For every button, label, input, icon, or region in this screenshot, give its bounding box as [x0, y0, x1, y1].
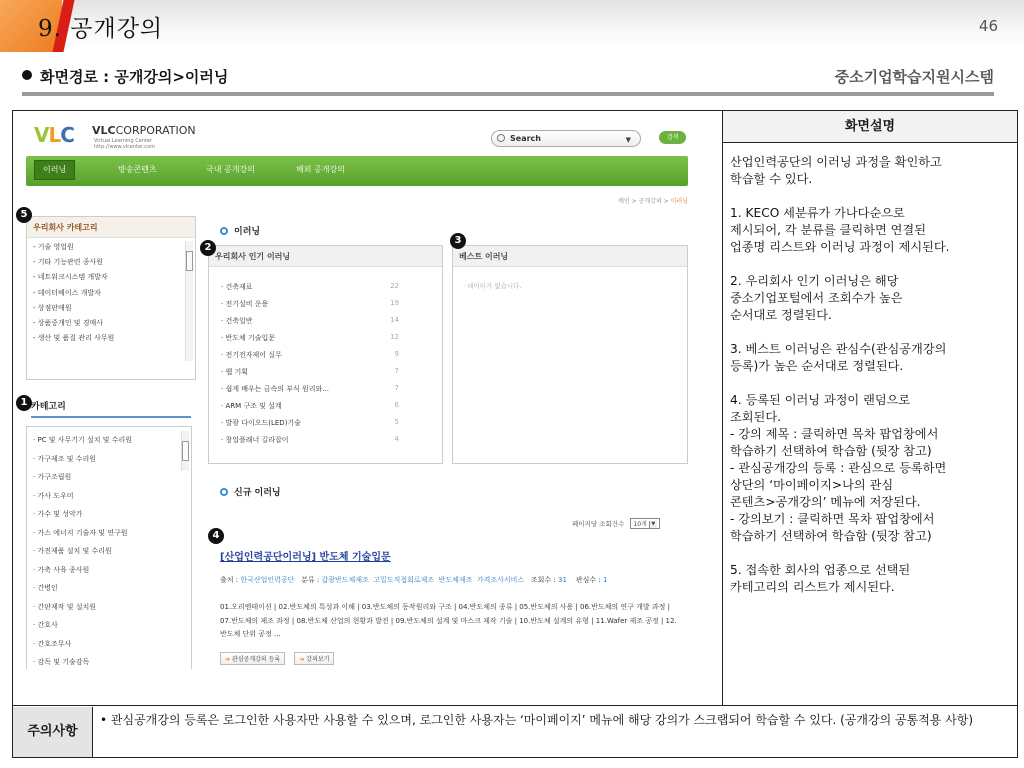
- description-paragraph: 산업인력공단의 이러닝 과정을 확인하고 학습할 수 있다.: [730, 155, 942, 186]
- category-list: [27, 427, 191, 669]
- paging-control: [572, 518, 660, 529]
- search-input[interactable]: [491, 130, 641, 147]
- list-item[interactable]: - 기타 기능관련 종사원: [33, 258, 104, 267]
- course-title-link[interactable]: [산업인력공단이러닝] 반도체 기술입문: [220, 552, 391, 563]
- search-icon: [497, 134, 505, 142]
- list-item[interactable]: - 네트워크시스템 개발자: [33, 273, 108, 282]
- list-item[interactable]: · 간호조무사: [33, 639, 72, 648]
- course-class[interactable]: 고밀도직접회로제조: [373, 576, 435, 584]
- main-nav: [26, 156, 688, 186]
- screen-path: 화면경로 : 공개강의>이러닝: [40, 68, 229, 86]
- description-paragraph: 5. 접속한 회사의 업종으로 선택된 카테고리의 리스트가 제시된다.: [730, 563, 911, 594]
- category-panel: [26, 426, 192, 669]
- category-title: 카테고리: [31, 402, 66, 412]
- nav-item-elearning[interactable]: 이러닝: [34, 160, 75, 180]
- best-elearning-panel: [452, 245, 688, 464]
- note-label: 주의사항: [13, 707, 93, 757]
- logo-letter: V: [34, 123, 49, 147]
- scrollbar-thumb[interactable]: [186, 251, 193, 271]
- breadcrumb-path: 메인 > 공개강의 >: [618, 198, 671, 205]
- bullet-icon: [22, 70, 32, 80]
- nav-item-domestic[interactable]: 국내 공개강의: [206, 165, 255, 174]
- description-paragraph: 2. 우리회사 인기 이러닝은 해당 중소기업포털에서 조회수가 높은 순서대로 정렬된다.: [730, 274, 903, 322]
- list-item[interactable]: · 가사 도우미: [33, 491, 74, 500]
- list-item[interactable]: · 가수 및 성악가: [33, 510, 83, 518]
- nav-item-broadcast[interactable]: 방송콘텐츠: [118, 165, 157, 174]
- description-panel: [730, 154, 1012, 613]
- breadcrumb: [618, 196, 688, 205]
- company-category-panel: [26, 216, 196, 380]
- new-elearning-title: 신규 이러닝: [220, 485, 281, 498]
- list-item[interactable]: · 가스 에너지 기술자 및 연구원: [33, 528, 128, 537]
- nav-item-overseas[interactable]: 해외 공개강의: [296, 165, 345, 174]
- popular-item[interactable]: · 반도체 기술입문 12: [221, 333, 399, 342]
- annotation-badge: 2: [200, 240, 216, 256]
- description-paragraph: 4. 등록된 이러닝 과정이 랜덤으로 조회된다. - 강의 제목 : 클릭하면 목차 팝업창에서 학습하기 선택하여 학습함 (뒷장 참고) - 관심공개강의 등록 : 관심으로 등록하면 상단의 ‘마이페이지>나의 관심 콘텐츠>공개강의’ 메뉴에 저장된다. - 강의보기 : 클릭하면 목차 팝업창에서 학습하기 선택하여 학습함 (뒷장 참고): [730, 393, 947, 543]
- search-placeholder: Search: [510, 134, 541, 143]
- course-class[interactable]: 반도체제조: [438, 576, 473, 584]
- corp-sub-line: http://www.vlcenter.com: [94, 144, 155, 150]
- list-item[interactable]: - 생산 및 품질 관리 사무원: [33, 334, 115, 343]
- note-text: • 관심공개강의 등록은 로그인한 사용자만 사용할 수 있으며, 로그인한 사용자는 ‘마이페이지’ 메뉴에 해당 강의가 스크랩되어 학습할 수 있다. (공개강의 공통적용 사항): [100, 713, 974, 727]
- popular-item[interactable]: · 건축일반 14: [221, 316, 399, 325]
- popular-item[interactable]: · 발광 다이오드(LED)기술 5: [221, 418, 399, 427]
- circle-icon: [220, 227, 228, 235]
- view-course-button[interactable]: ➔ 강의보기: [294, 652, 334, 665]
- list-item[interactable]: · 가구조립원: [33, 473, 72, 481]
- scrollbar-thumb[interactable]: [182, 441, 189, 461]
- annotation-badge: 5: [16, 207, 32, 223]
- list-item[interactable]: - 기술 영업원: [33, 243, 74, 251]
- corp-subtitle: [94, 138, 155, 150]
- logo-letter: C: [60, 123, 74, 147]
- popular-item[interactable]: · 전기설비 운용 19: [221, 299, 399, 308]
- company-category-title: 우리회사 카테고리: [27, 217, 195, 238]
- slide-title: [38, 10, 163, 43]
- popular-item[interactable]: · ARM 구조 및 설계 6: [221, 401, 399, 410]
- register-interest-button[interactable]: ➔ 관심공개강의 등록: [220, 652, 285, 665]
- popular-item[interactable]: · 웹 기획 7: [221, 367, 399, 376]
- list-item[interactable]: · 간판제작 및 설치원: [33, 602, 96, 611]
- popular-item[interactable]: · 건축재료 22: [221, 282, 399, 291]
- corp-name: [92, 124, 196, 137]
- scrollbar[interactable]: [185, 241, 193, 361]
- system-name: 중소기업학습지원시스템: [834, 68, 994, 86]
- header-separator: [22, 92, 994, 96]
- arrow-icon: ➔: [225, 656, 231, 663]
- list-item[interactable]: · 가구제조 및 수리원: [33, 454, 96, 463]
- scrollbar[interactable]: [181, 431, 189, 471]
- column-divider: [722, 110, 723, 706]
- paging-label: 페이지당 조회건수: [572, 520, 625, 528]
- list-item[interactable]: - 상점판매원: [33, 303, 72, 312]
- description-paragraph: 1. KECO 세분류가 가나다순으로 제시되어, 각 분류를 클릭하면 연결된 업종명 리스트와 이러닝 과정이 제시된다.: [730, 206, 950, 254]
- list-item[interactable]: · 가전제품 설치 및 수리원: [33, 547, 112, 555]
- arrow-icon: ➔: [299, 656, 305, 663]
- slide-header: [0, 0, 1024, 52]
- best-empty-message: · 데이터가 없습니다.: [463, 282, 522, 290]
- course-source[interactable]: 한국산업인력공단: [240, 576, 295, 584]
- chevron-down-icon: ▼: [649, 521, 657, 528]
- page-number: 46: [978, 17, 998, 35]
- list-item[interactable]: · PC 및 사무기기 설치 및 수리원: [33, 436, 133, 444]
- list-item[interactable]: · 간병인: [33, 584, 58, 592]
- company-category-list: [27, 238, 195, 378]
- description-paragraph: 3. 베스트 이러닝은 관심수(관심공개강의 등록)가 높은 순서대로 정렬된다.: [730, 342, 947, 373]
- corp-sub-line: Virtual Learning Center: [94, 138, 153, 144]
- breadcrumb-current: 이러닝: [670, 198, 688, 205]
- annotation-badge: 3: [450, 233, 466, 249]
- vlc-logo[interactable]: [34, 123, 74, 147]
- website-screenshot: [16, 114, 718, 669]
- course-class[interactable]: 가격조사서비스: [476, 576, 525, 584]
- slide-title-text: 공개강의: [70, 16, 164, 42]
- list-item[interactable]: - 상품중개인 및 경매사: [33, 318, 104, 327]
- corp-name-suffix: CORPORATION: [115, 124, 196, 137]
- best-title: 베스트 이러닝: [453, 246, 687, 267]
- annotation-badge: 4: [208, 528, 224, 544]
- course-views: 31: [558, 576, 567, 584]
- chevron-down-icon[interactable]: ▼: [625, 136, 631, 144]
- corp-name-bold: VLC: [92, 124, 116, 137]
- course-class[interactable]: 갑광반도체제조: [321, 576, 369, 584]
- description-header: 화면설명: [723, 111, 1017, 143]
- popular-item[interactable]: · 전기전자제어 실무 9: [221, 350, 399, 359]
- list-item[interactable]: · 감독 및 기술감독: [33, 658, 90, 666]
- elearning-title: 이러닝: [220, 224, 260, 237]
- course-meta: 출처 : 한국산업인력공단 분류 : 갑광반도체제조 고밀도직접회로제조 반도체제조 가격조사서비스 조회수 : 31 관심수 : 1: [220, 576, 608, 584]
- course-actions: [220, 646, 338, 665]
- course-description: 01.오리엔테이션 | 02.반도체의 특성과 이해 | 03.반도체의 동작원리와 구조 | 04.반도체의 종류 | 05.반도체의 사용 | 06.반도체의 연구 개발 과정 | 07.반도체의 제조 과정 | 08.반도체 산업의 현황과 발전 | 09.반도체의 설계 및 마스크 제작 기술 | 10.반도체 설계의 유형 | 11.Wafer 제조 공정 | 12.반도체 단위 공정 ...: [220, 603, 677, 638]
- popular-item[interactable]: · 창업플래너 길라잡이 4: [221, 435, 399, 444]
- course-interest: 1: [602, 576, 608, 584]
- screen-path-row: [22, 66, 994, 92]
- annotation-badge: 1: [16, 395, 32, 411]
- logo-letter: L: [48, 123, 61, 147]
- list-item[interactable]: - 데이터베이스 개발자: [33, 288, 101, 297]
- popular-item[interactable]: · 쉽게 배우는 금속의 부식 원리와... 7: [221, 384, 399, 393]
- search-button[interactable]: 검색: [659, 131, 686, 144]
- circle-icon: [220, 488, 228, 496]
- slide-number: 9.: [38, 16, 62, 42]
- list-item[interactable]: · 간호사: [33, 621, 58, 629]
- paging-select[interactable]: 10개 ▼: [630, 518, 659, 529]
- list-item[interactable]: · 가축 사육 종사원: [33, 565, 90, 574]
- popular-title: 우리회사 인기 이러닝: [209, 246, 442, 267]
- category-underline: [31, 416, 191, 418]
